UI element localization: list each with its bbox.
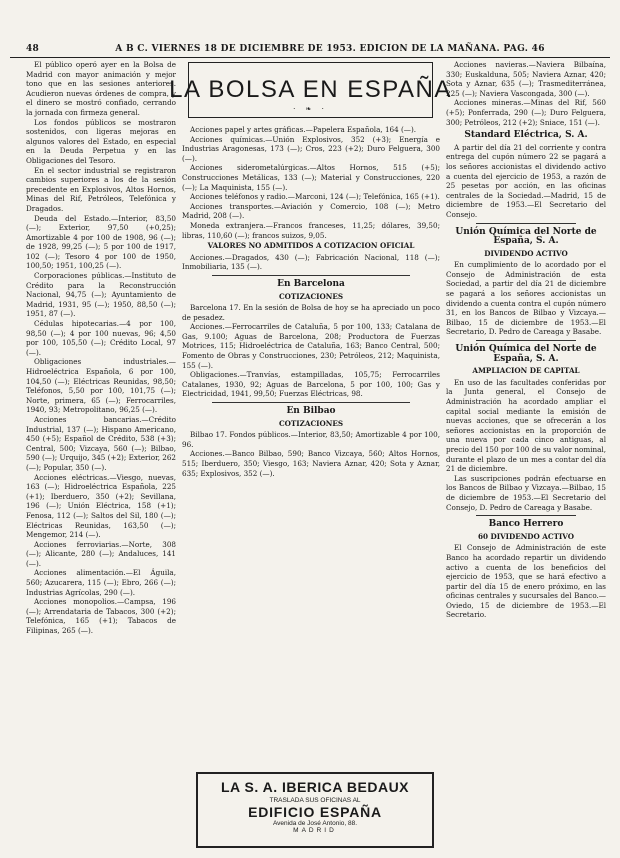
title-ornament: · ❧ · (293, 105, 328, 113)
notice-paragraph: A partir del día 21 del corriente y contra entrega del cupón número 22 se pagará a los señores accionistas el dividendo activo a cuenta del ejercicio de 1953, a razón de 25 pesetas por acción, en las oficinas centrales de la Sociedad.—Madrid, 15 de diciembre de 1953.—El Secretario del Consejo. (446, 142, 606, 219)
quote-block: Acciones mineras.—Minas del Rif, 560 (+5); Ponferrada, 290 (—); Duro Felguera, 300; Petróleos, 212 (+2); Sniace, 151 (—). (446, 98, 606, 127)
notice-subheading: DIVIDENDO ACTIVO (484, 248, 568, 258)
quote-block: Deuda del Estado.—Interior, 83,50 (—); Exterior, 97,50 (+0,25); Amortizable 4 por 100 de 1908, 96 (—); de 1928, 99,25 (—); 5 por 100 de 1917, 102 (—); Tesoro 4 por 100 de 1950, 100,50; 1951, 100,25 (—). (26, 213, 176, 271)
section-title: LA BOLSA EN ESPAÑA (169, 76, 452, 103)
notice-paragraph: En uso de las facultades conferidas por la Junta general, el Consejo de Administración ha acordado ampliar el capital social mediante la emisión de nuevas acciones, que se ofrecerán a los señores accionistas en la proporción de una nueva por cada cinco antiguas, al precio del 150 por 100 de su valor nominal, durante el plazo de un mes a contar del día 21 de diciembre. (446, 377, 606, 474)
ad-company: LA S. A. IBERICA BEDAUX (220, 779, 410, 795)
notice-heading: Unión Química del Norte de España, S. A. (455, 344, 597, 364)
quote-block: Acciones.—Banco Bilbao, 590; Banco Vizcaya, 560; Altos Hornos, 515; Iberduero, 350; Viesgo, 163; Naviera Aznar, 420; Sota y Aznar, 635; Explosivos, 352 (—). (182, 449, 440, 478)
notice-paragraph: En cumplimiento de lo acordado por el Consejo de Administración de esta Sociedad, a partir del día 21 de diciembre se pagará a los señores accionistas un dividendo a cuenta contra el cupón número 31, en los Bancos de Bilbao y Vizcaya.—Bilbao, 15 de diciembre de 1953.—El Secretario, D. Pedro de Careaga y Basabe. (446, 260, 606, 337)
page-header (0, 0, 620, 52)
quote-block: Obligaciones.—Tranvías, estampilladas, 105,75; Ferrocarriles Catalanes, 1930, 92; Aguas de Barcelona, 5 por 100, 100; Gas y Electricidad, 1941, 99,50; Fuerzas Eléctricas, 98. (182, 370, 440, 399)
section-title-box (169, 62, 452, 118)
article-paragraph: Barcelona 17. En la sesión de Bolsa de hoy se ha apreciado un poco de pesadez. (182, 303, 440, 322)
column-left (26, 60, 176, 850)
header-page-number: 48 (26, 44, 40, 54)
quote-block: Acciones teléfonos y radio.—Marconi, 124 (—); Telefónica, 165 (+1). (190, 192, 440, 202)
notice-heading: Standard Eléctrica, S. A. (464, 130, 588, 141)
ad-city: MADRID (293, 827, 337, 834)
quote-block: Acciones eléctricas.—Viesgo, nuevas, 163 (—); Hidroeléctrica Española, 225 (+1); Iberduero, 350 (+2); Sevillana, 196 (—); Unión Eléctrica, 158 (+1); Fenosa, 112 (—); Saltos del Sil, 180 (—); Eléctricas Reunidas, 163,50 (—); Mengemor, 214 (—). (26, 472, 176, 540)
ad-building: EDIFICIO ESPAÑA (248, 804, 382, 820)
quote-block: Acciones químicas.—Unión Explosivos, 352 (+3); Energía e Industrias Aragonesas, 173 (—); Cros, 223 (+2); Duro Felguera, 300 (—). (182, 134, 440, 163)
quote-block: Acciones.—Dragados, 430 (—); Fabricación Nacional, 118 (—); Inmobiliaria, 135 (—). (182, 252, 440, 272)
quote-block: Acciones monopolios.—Campsa, 196 (—); Arrendataria de Tabacos, 300 (+2); Telefónica, 165 (+1); Tabacos de Filipinas, 265 (—). (26, 597, 176, 636)
quote-block: Acciones siderometalúrgicas.—Altos Hornos, 515 (+5); Construcciones Metálicas, 133 (—); Material y Construcciones, 220 (—); La Maquinista, 155 (—). (182, 163, 440, 192)
divider (476, 223, 576, 224)
notice-heading: Unión Química del Norte de España, S. A. (455, 226, 597, 247)
divider (476, 340, 576, 341)
article-paragraph: Los fondos públicos se mostraron sostenidos, con ligeras mejoras en algunos valores del Estado, en especial en la Deuda Perpetua y en las Obligaciones del Tesoro. (26, 117, 176, 165)
barcelona-heading: En Barcelona (277, 278, 345, 289)
header-rule (10, 57, 610, 58)
quote-block: Corporaciones públicas.—Instituto de Crédito para la Reconstrucción Nacional, 94,75 (—); Ayuntamiento de Madrid, 1931, 95 (—); 1950, 88,50 (—); 1951, 87 (—). (26, 271, 176, 319)
ad-notice: TRASLADA SUS OFICINAS AL (269, 797, 361, 804)
quote-block: Acciones transportes.—Aviación y Comercio, 108 (—); Metro Madrid, 208 (—). (182, 201, 440, 221)
ad-address: Avenida de José Antonio, 88. (272, 820, 358, 827)
article-paragraph: En el sector industrial se registraron cambios superiores a los de la sesión precedente en Explosivos, Altos Hornos, Minas del Rif, Petróleos, Telefónica y Dragados. (26, 165, 176, 213)
notice-subheading: 60 DIVIDENDO ACTIVO (477, 531, 575, 541)
article-paragraph: El público operó ayer en la Bolsa de Madrid con mayor animación y mejor tono que en las sesiones anteriores. Acudieron nuevas órdenes de compra, y el dinero se mostró confiado, cerrando la jornada con firmeza general. (26, 60, 176, 117)
bilbao-heading: En Bilbao (286, 406, 336, 417)
divider (212, 402, 410, 403)
quote-block: Acciones ferroviarias.—Norte, 308 (—); Alicante, 280 (—); Andaluces, 141 (—). (26, 539, 176, 568)
column-right (446, 60, 606, 850)
quote-block: Acciones navieras.—Naviera Bilbaína, 330; Euskalduna, 505; Naviera Aznar, 420; Sota y Aznar, 635 (—); Trasmediterránea, 225 (—); Naviera Vascongada, 300 (—). (446, 60, 606, 98)
quote-block: Acciones alimentación.—El Águila, 560; Azucarera, 115 (—); Ebro, 266 (—); Industrias Agrícolas, 290 (—). (26, 568, 176, 597)
quote-block: Obligaciones industriales.—Hidroeléctrica Española, 6 por 100, 104,50 (—); Eléctricas Reunidas, 98,50; Teléfonos, 5,50 por 100, 101,75 (—); Norte, primera, 65 (—); Ferrocarriles, 1940, 93; Metropolitano, 96,25 (—). (26, 357, 176, 415)
subsection-heading: VALORES NO ADMITIDOS A COTIZACION OFICIAL (207, 241, 415, 251)
notice-subheading: AMPLIACION DE CAPITAL (472, 366, 580, 376)
quote-block: Acciones papel y artes gráficas.—Papelera Española, 164 (—). (190, 125, 417, 134)
bilbao-subheading: COTIZACIONES (278, 418, 344, 428)
notice-heading: Banco Herrero (488, 519, 564, 530)
divider (476, 515, 576, 516)
divider (212, 275, 410, 276)
column-center (182, 125, 440, 765)
notice-paragraph: El Consejo de Administración de este Banco ha acordado repartir un dividendo activo a cuenta de los beneficios del ejercicio de 1953, que se hará efectivo a partir del día 15 de enero próximo, en las oficinas centrales y sucursales del Banco.—Oviedo, 15 de diciembre de 1953.—El Secretario. (446, 543, 606, 620)
barcelona-subheading: COTIZACIONES (278, 291, 344, 301)
header-dateline: A B C. VIERNES 18 DE DICIEMBRE DE 1953. EDICION DE LA MAÑANA. PAG. 46 (115, 44, 545, 54)
notice-paragraph: Las suscripciones podrán efectuarse en los Bancos de Bilbao y Vizcaya.—Bilbao, 15 de diciembre de 1953.—El Secretario del Consejo, D. Pedro de Careaga y Basabe. (446, 473, 606, 512)
advertisement-box (196, 772, 434, 848)
quote-block: Acciones.—Ferrocarriles de Cataluña, 5 por 100, 133; Catalana de Gas, 9.100; Aguas de Barcelona, 208; Productora de Fuerzas Motrices, 115; Hidroeléctrica de Cataluña, 163; Banco Central, 500; Fomento de Obras y Construcciones, 230; Petróleos, 212; Maquinista, 155 (—). (182, 322, 440, 370)
quote-block: Cédulas hipotecarias.—4 por 100, 98,50 (—); 4 por 100 nuevas, 96; 4,50 por 100, 105,50 (—); Crédito Local, 97 (—). (26, 319, 176, 357)
quote-block: Acciones bancarias.—Crédito Industrial, 137 (—); Hispano Americano, 450 (+5); Español de Crédito, 538 (+3); Central, 500; Vizcaya, 560 (—); Bilbao, 590 (—); Urquijo, 345 (+2); Exterior, 262 (—); Popular, 350 (—). (26, 414, 176, 472)
article-paragraph: Bilbao 17. Fondos públicos.—Interior, 83,50; Amortizable 4 por 100, 96. (182, 430, 440, 449)
quote-block: Moneda extranjera.—Francos franceses, 11,25; dólares, 39,50; libras, 110,60 (—); francos suizos, 9,05. (182, 220, 440, 240)
